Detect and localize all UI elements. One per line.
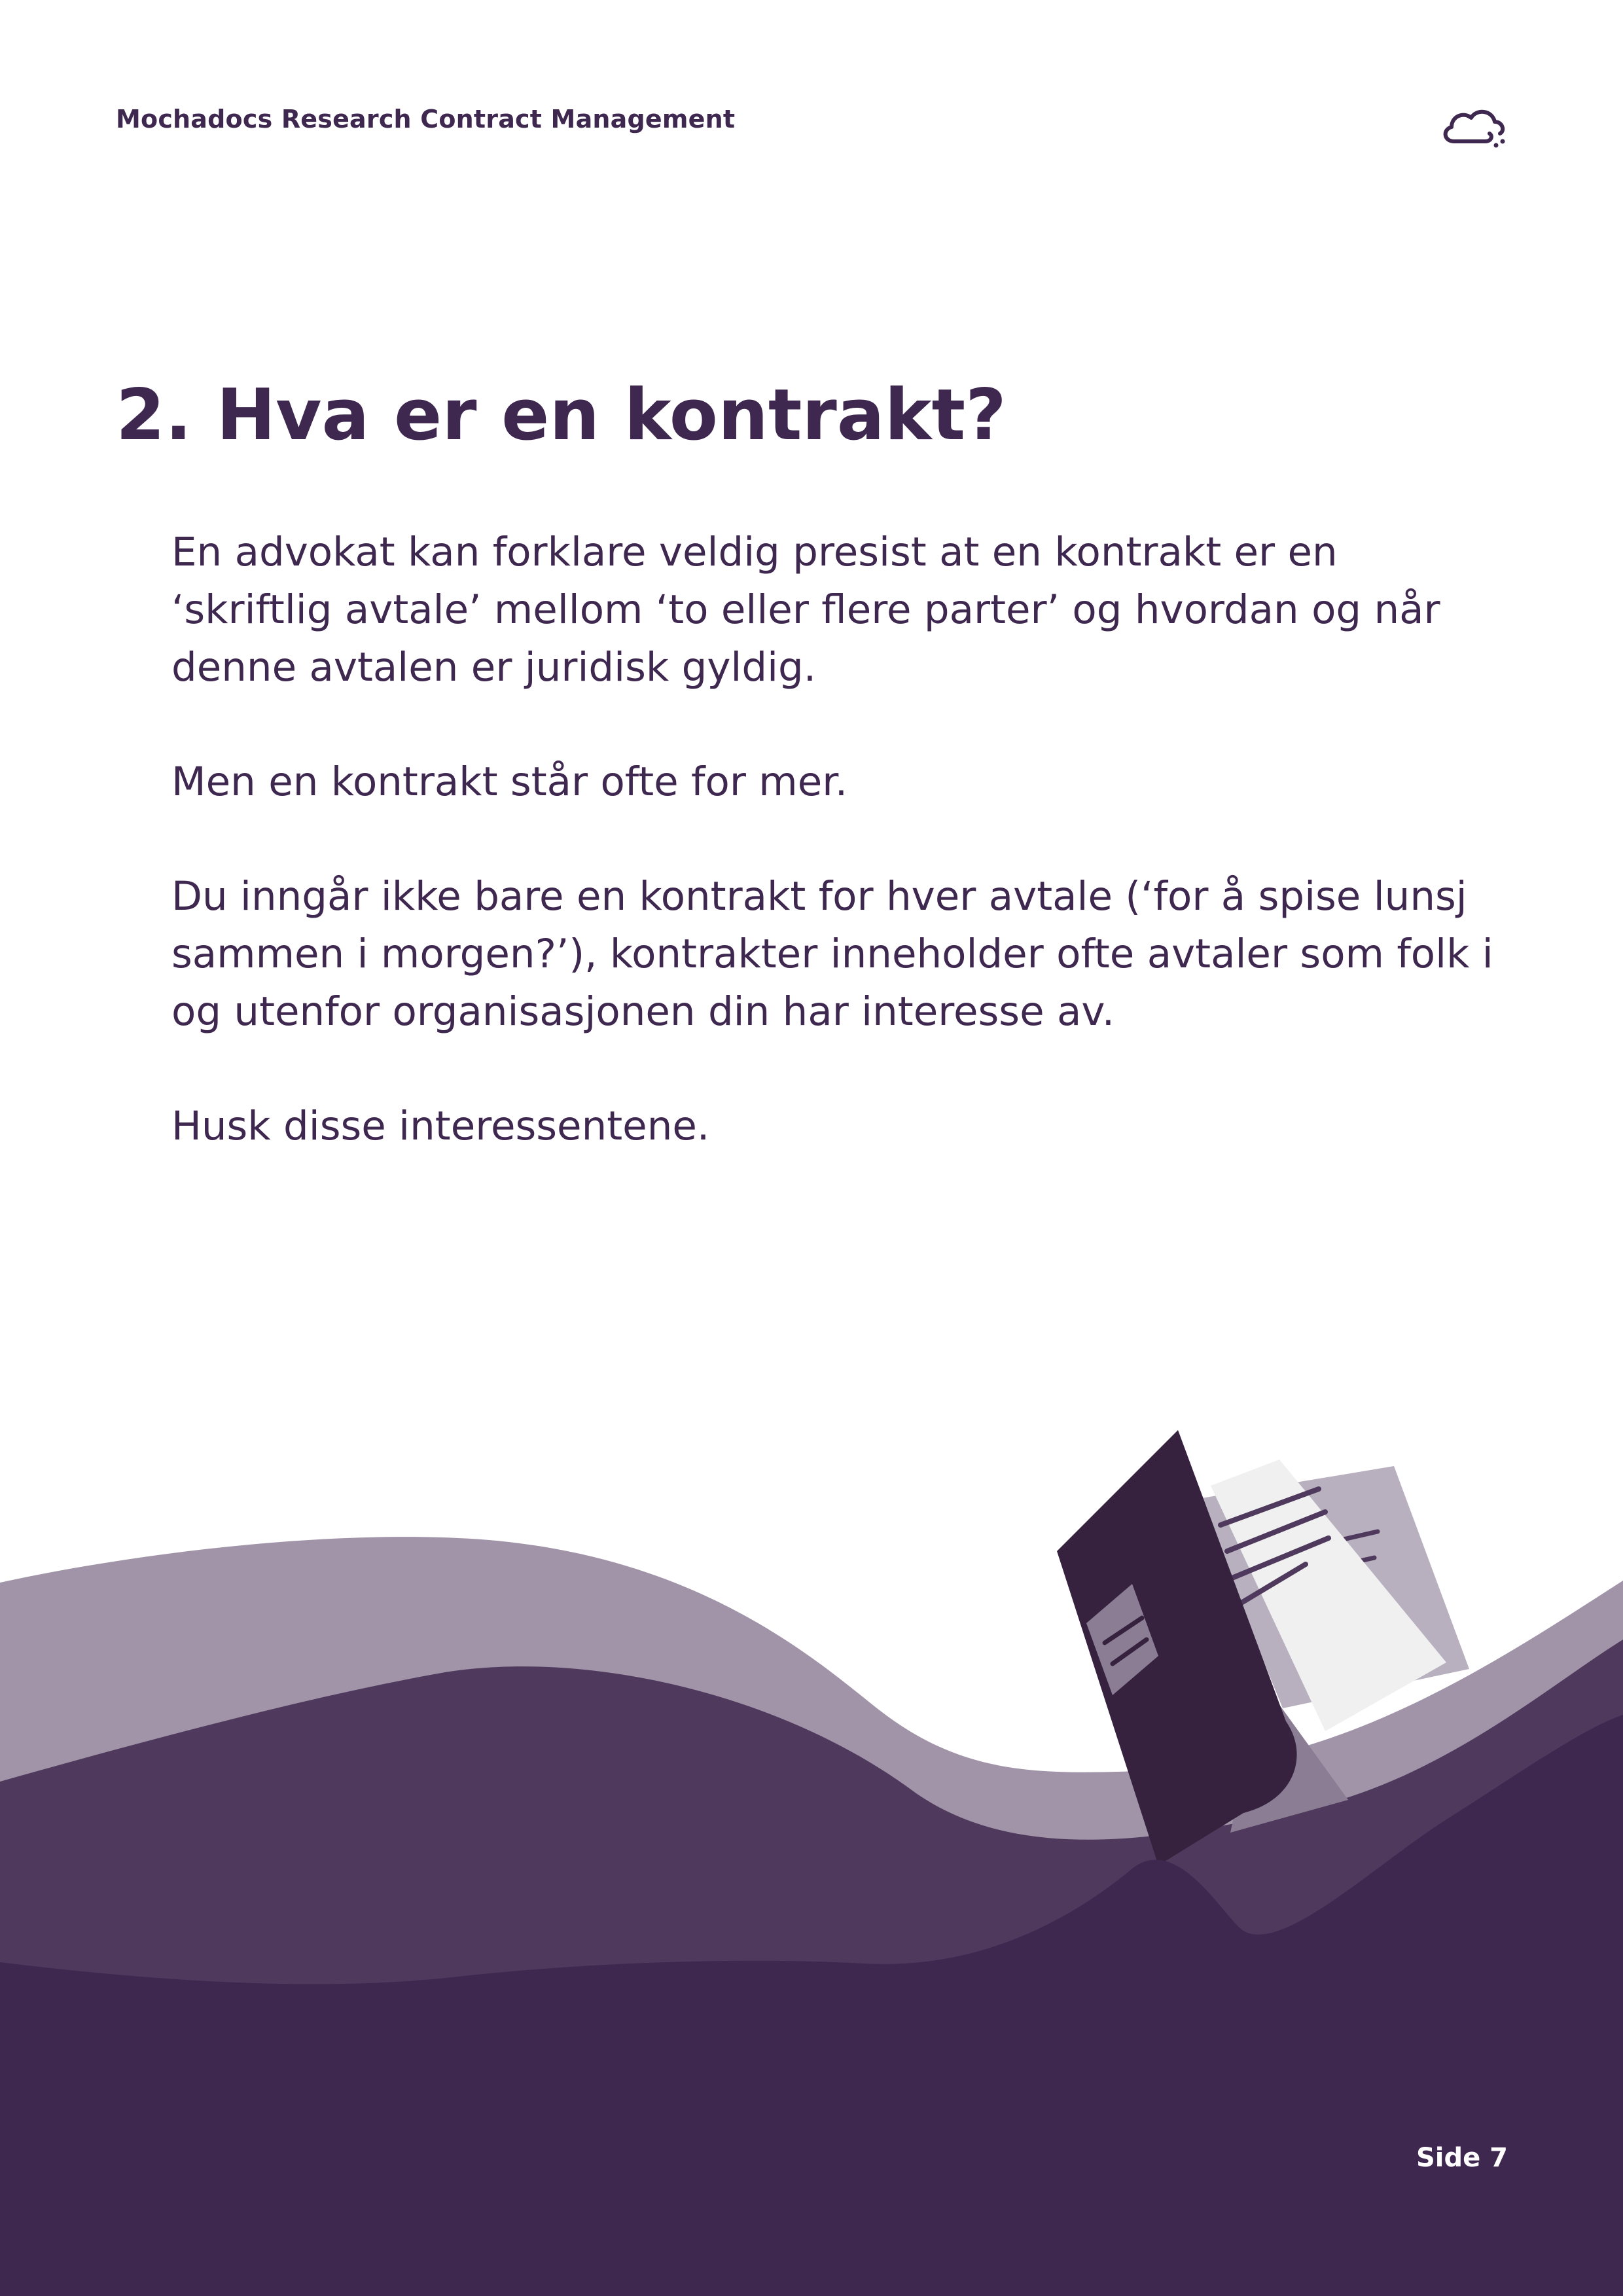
- paragraph-remember: Husk disse interessentene.: [171, 1103, 710, 1149]
- document-header-title: Mochadocs Research Contract Management: [116, 105, 736, 134]
- body-text: [171, 524, 1493, 1212]
- paragraph-definition: En advokat kan forklare veldig presist at en kontrakt er en ‘skriftlig avtale’ mellom ‘to eller flere parter’ og hvordan og når denne avtalen er juridisk gyldig.: [171, 529, 1440, 691]
- page-number: Side 7: [1416, 2143, 1508, 2173]
- paragraph-stakeholders: Du inngår ikke bare en kontrakt for hver avtale (‘for å spise lunsj sammen i morgen?’), kontrakter inneholder ofte avtaler som folk i og utenfor organisasjonen din har interesse av.: [171, 873, 1493, 1035]
- section-heading: 2. Hva er en kontrakt?: [116, 374, 1007, 456]
- paragraph-more: Men en kontrakt står ofte for mer.: [171, 759, 848, 805]
- cloud-logo-icon: [1440, 103, 1510, 149]
